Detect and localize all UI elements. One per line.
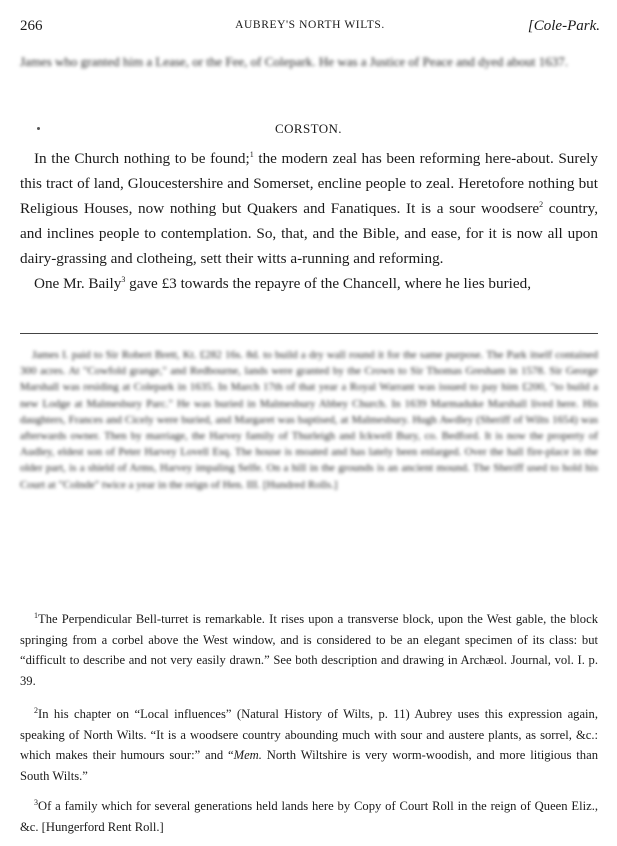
p1-text-c: country, and inclines people to contemplation. So, that, and the Bible, and ease, for it is now all upon dairy-grassing and clotheing, sett their witts a-running and reforming.	[20, 200, 599, 267]
section-heading: CORSTON.	[275, 121, 342, 136]
footnote-2-text-b: North Wiltshire is very worm-woodish, and more litigious than South Wilts.”	[20, 748, 598, 783]
footnote-1-text: The Perpendicular Bell-turret is remarkable. It rises upon a transverse block, upon the West gable, the block springing from a corbel above the West window, and is considered to be an elegant specimen of its class: but “difficult to describe and not very easily drawn.” See both description and drawing in Archæol. Journal, vol. I. p. 39.	[20, 612, 598, 688]
running-title: AUBREY'S NORTH WILTS.	[235, 19, 385, 31]
p2-text-a: One Mr. Baily	[34, 275, 122, 292]
paragraph-1	[20, 146, 598, 271]
p1-text-b: the modern zeal has been reforming here-about. Surely this tract of land, Gloucestershire and Somerset, encline people to zeal. Heretofore nothing but Religious Houses, now nothing but Quakers and Fanatiques. It is a sour woodsere	[20, 150, 598, 217]
footnote-1	[20, 609, 598, 691]
carryover-text	[20, 50, 598, 74]
footnote-2	[20, 704, 598, 786]
footnote-ref-2: 2	[539, 199, 544, 209]
footnote-1-mark: 1	[34, 610, 38, 620]
footnote-ref-1: 1	[249, 149, 254, 159]
footnote-3	[20, 796, 598, 837]
page-number: 266	[20, 18, 43, 34]
footnote-rule	[20, 333, 598, 334]
footnote-2-italic: Mem.	[233, 748, 262, 762]
main-text	[20, 146, 598, 296]
carryover-paragraph: James who granted him a Lease, or the Fee, of Colepark. He was a Justice of Peace and dyed about 1637.	[20, 54, 568, 69]
section-marker: [Cole-Park.	[527, 18, 600, 34]
paragraph-2	[20, 271, 598, 296]
p2-text-b: gave £3 towards the repayre of the Chancell, where he lies buried,	[125, 275, 532, 292]
footnote-3-mark: 3	[34, 797, 38, 807]
footnote-ref-3: 3	[121, 274, 126, 284]
blurred-note-text: James I. paid to Sir Robert Brett, Kt. £282 16s. 8d. to build a dry wall round it for the same purpose. The Park itself contained 300 acres. At "Cowfold grange," and Redbourne, lands were granted by the Crown to Sir Thomas Gresham in 1578. Sir George Marshall was residing at Colepark in 1635. In March 17th of that year a Royal Warrant was issued to pay him £200, "to build a new Lodge at Malmesbury Parc." He was buried in Malmesbury Abbey Church. In 1639 Marmaduke Marshall lived here. His daughters, Frances and Cicely were buried, and Margaret was baptised, at Malmesbury. Hugh Awdley (Sheriff of Wilts 1654) was afterwards owner. Then by marriage, the Harvey family of Thurleigh and Ickwell Bury, co. Bedford. It is now the property of Audley, eldest son of Peter Harvey Lovell Esq. The house is moated and has lately been enlarged. Over the hall fire-place in the older part, is a shield of Arms, Harvey impaling Selfe. On a hill in the grounds is an ancient mound. The Sheriff used to hold his Court at "Colnde" twice a year in the reign of Hen. III. [Hundred Rolls.]	[20, 349, 598, 491]
footnote-2-text-a: In his chapter on “Local influences” (Natural History of Wilts, p. 11) Aubrey uses this expression again, speaking of North Wilts. “It is a woodsere country abounding much with sour and austere plants, as sorrel, &c.: which makes their humours sour:” and “	[20, 707, 598, 762]
running-head	[20, 18, 600, 36]
blurred-note	[20, 347, 598, 493]
p1-text-a: In the Church nothing to be found;	[34, 150, 250, 167]
footnote-2-mark: 2	[34, 705, 38, 715]
footnote-3-text: Of a family which for several generations held lands here by Copy of Court Roll in the reign of Queen Eliz., &c. [Hungerford Rent Roll.]	[20, 799, 598, 834]
